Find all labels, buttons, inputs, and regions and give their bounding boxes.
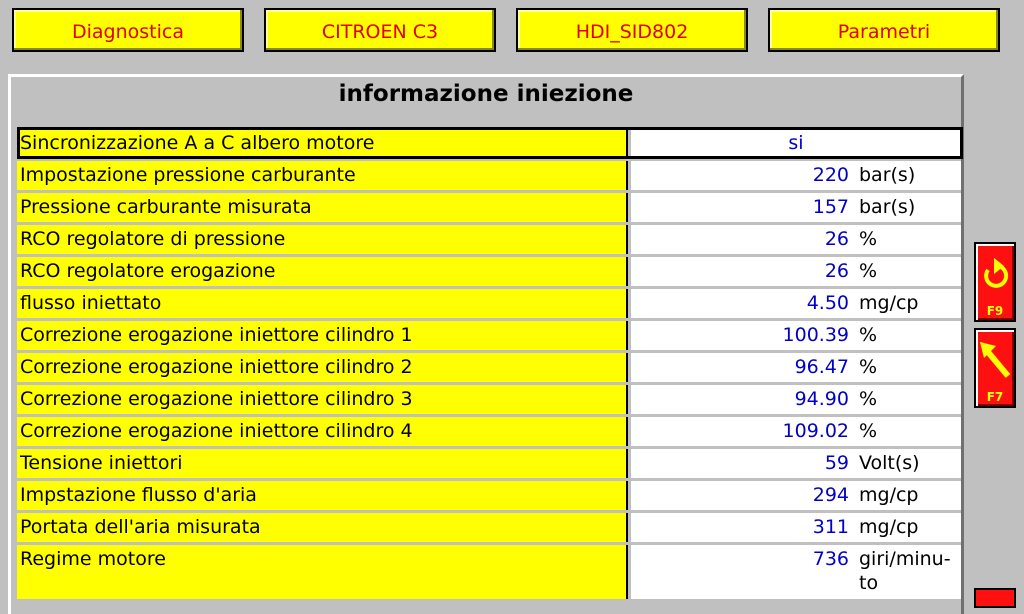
table-row — [17, 417, 963, 446]
param-value-box — [631, 127, 961, 159]
table-row — [17, 321, 963, 350]
table-row — [17, 225, 963, 254]
table-row — [17, 513, 963, 542]
param-label: Regime motore — [17, 545, 628, 599]
param-value: 59 — [824, 452, 849, 474]
param-value: si — [788, 132, 804, 154]
table-row — [17, 257, 963, 286]
param-label: Correzione erogazione iniettore cilindro 1 — [17, 321, 628, 350]
param-value-box — [631, 513, 961, 542]
param-label: Correzione erogazione iniettore cilindro 4 — [17, 417, 628, 446]
param-value: 94.90 — [794, 388, 849, 410]
param-value: 157 — [812, 196, 849, 218]
table-row — [17, 193, 963, 222]
table-row-sync — [17, 127, 963, 159]
top-tab-bar — [10, 8, 1010, 58]
param-unit: Volt(s) — [859, 452, 920, 474]
param-value: 220 — [812, 164, 849, 186]
param-label: Pressione carburante misurata — [17, 193, 628, 222]
param-value-box — [631, 161, 961, 190]
table-row — [17, 353, 963, 382]
param-label: Sincronizzazione A a C albero motore — [17, 127, 628, 159]
tab-diagnostica[interactable]: Diagnostica — [12, 8, 244, 52]
param-value-box — [631, 449, 961, 478]
param-value: 96.47 — [794, 356, 849, 378]
table-row — [17, 385, 963, 414]
arrow-up-left-icon — [976, 334, 1014, 392]
table-row — [17, 161, 963, 190]
param-value: 736 — [812, 548, 849, 570]
param-unit: % — [859, 324, 878, 346]
param-label: Correzione erogazione iniettore cilindro 3 — [17, 385, 628, 414]
param-value: 26 — [824, 260, 849, 282]
param-unit: % — [859, 260, 878, 282]
param-label: RCO regolatore erogazione — [17, 257, 628, 286]
param-label: Impstazione flusso d'aria — [17, 481, 628, 510]
param-unit: mg/cp — [859, 292, 919, 314]
param-value: 26 — [824, 228, 849, 250]
table-row — [17, 449, 963, 478]
back-button-f7[interactable] — [974, 328, 1016, 408]
param-label: Impostazione pressione carburante — [17, 161, 628, 190]
refresh-button-f9[interactable] — [974, 242, 1016, 322]
param-label: Tensione iniettori — [17, 449, 628, 478]
tab-ecu[interactable]: HDI_SID802 — [516, 8, 748, 52]
param-value: 294 — [812, 484, 849, 506]
param-value-box — [631, 289, 961, 318]
refresh-icon — [976, 248, 1014, 306]
param-unit: giri/minu-to — [859, 548, 951, 594]
param-label: flusso iniettato — [17, 289, 628, 318]
param-value-box — [631, 321, 961, 350]
param-value-box — [631, 193, 961, 222]
param-value-box — [631, 225, 961, 254]
param-label: RCO regolatore di pressione — [17, 225, 628, 254]
param-value-box — [631, 257, 961, 286]
param-unit: mg/cp — [859, 484, 919, 506]
tab-vehicle[interactable]: CITROEN C3 — [264, 8, 496, 52]
tab-parametri[interactable]: Parametri — [768, 8, 1000, 52]
param-value: 4.50 — [806, 292, 849, 314]
param-unit: bar(s) — [859, 164, 916, 186]
param-unit: bar(s) — [859, 196, 916, 218]
param-unit: % — [859, 356, 878, 378]
next-button-partial[interactable] — [974, 588, 1016, 608]
table-row — [17, 289, 963, 318]
injection-info-panel — [8, 74, 964, 614]
param-value-box — [631, 385, 961, 414]
param-value-box — [631, 481, 961, 510]
param-value: 100.39 — [782, 324, 849, 346]
function-key-label: F9 — [986, 304, 1004, 318]
param-unit: % — [859, 420, 878, 442]
param-value-box — [631, 545, 961, 599]
param-label: Correzione erogazione iniettore cilindro 2 — [17, 353, 628, 382]
param-value: 109.02 — [782, 420, 849, 442]
param-label: Portata dell'aria misurata — [17, 513, 628, 542]
param-unit: mg/cp — [859, 516, 919, 538]
table-row — [17, 545, 963, 599]
panel-title: informazione iniezione — [338, 81, 634, 107]
param-value-box — [631, 353, 961, 382]
function-key-label: F7 — [986, 390, 1004, 404]
param-value: 311 — [812, 516, 849, 538]
table-row — [17, 481, 963, 510]
param-unit: % — [859, 228, 878, 250]
param-unit: % — [859, 388, 878, 410]
param-value-box — [631, 417, 961, 446]
